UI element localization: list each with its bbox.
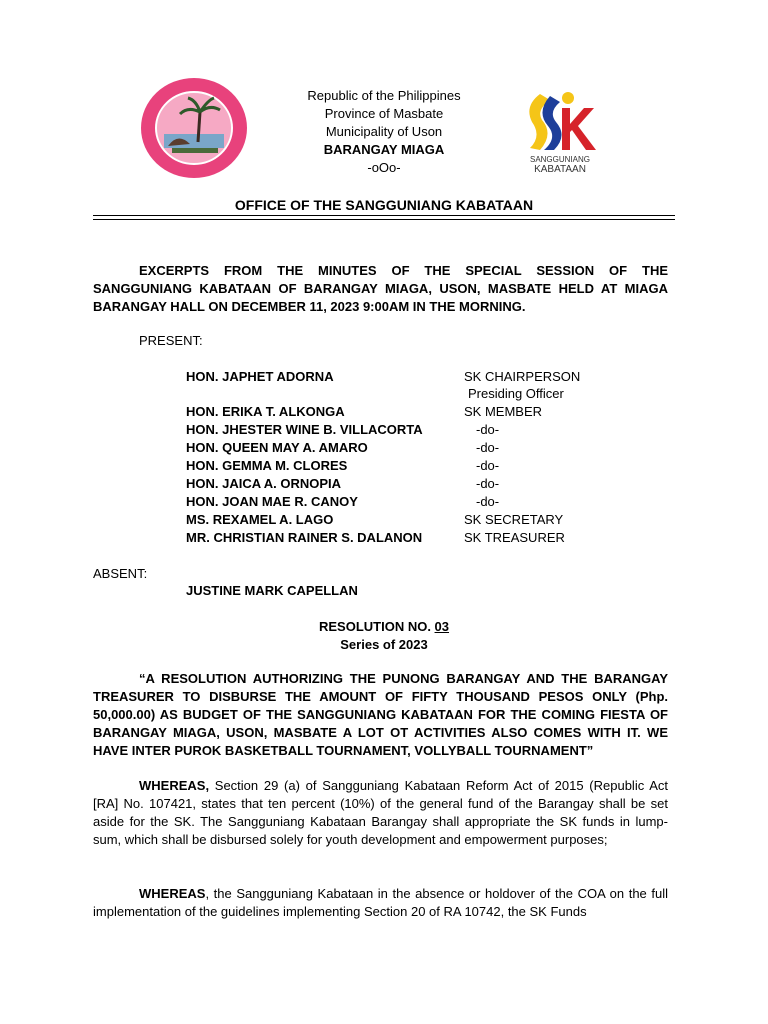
present-member-name: MR. CHRISTIAN RAINER S. DALANON	[186, 530, 423, 545]
republic-line: Republic of the Philippines	[307, 88, 461, 103]
present-member-name: HON. ERIKA T. ALKONGA	[186, 404, 345, 419]
present-member-role-detail: Presiding Officer	[468, 386, 564, 401]
title-rule-top	[93, 215, 675, 216]
present-member-name: HON. JHESTER WINE B. VILLACORTA	[186, 422, 423, 437]
present-member-role: -do-	[476, 440, 500, 455]
office-title: OFFICE OF THE SANGGUNIANG KABATAAN	[234, 197, 534, 213]
present-member-name: HON. JAPHET ADORNA	[186, 369, 334, 384]
present-member-role: -do-	[476, 494, 500, 509]
resolution-number: RESOLUTION NO. 03	[318, 619, 450, 634]
municipality-line: Municipality of Uson	[325, 124, 443, 139]
resolution-number-value: 03	[434, 619, 450, 634]
logo-line2: KABATAAN	[534, 164, 586, 175]
whereas-clause-2: WHEREAS, the Sangguniang Kabataan in the absence or holdover of the COA on the full implementation of the guidelines implementing Section 20 of RA 10742, the SK Funds	[93, 886, 668, 919]
present-member-role: -do-	[476, 422, 500, 437]
present-member-role: -do-	[476, 458, 500, 473]
present-member-role: SK MEMBER	[464, 404, 543, 419]
present-label: PRESENT:	[139, 333, 203, 348]
resolution-title: “A RESOLUTION AUTHORIZING THE PUNONG BARANGAY AND THE BARANGAY TREASURER TO DISBURSE THE AMOUNT OF FIFTY THOUSAND PESOS ONLY (Php. 50,000.00) AS BUDGET OF THE SANGGUNIANG KABATAAN FOR THE COMING FIESTA OF BARANGAY MIAGA, USON, MASBATE A LOT OT ACTIVITIES ALSO COMES WITH IT. WE HAVE INTER PUROK BASKETBALL TOURNAMENT, VOLLYBALL TOURNAMENT”	[93, 671, 668, 758]
present-member-name: HON. QUEEN MAY A. AMARO	[186, 440, 368, 455]
ornament-line: -oOo-	[367, 160, 401, 175]
absent-name: JUSTINE MARK CAPELLAN	[186, 583, 358, 598]
logo-line1: SANGGUNIANG	[529, 155, 590, 164]
title-rule-bottom	[93, 219, 675, 220]
present-member-role: SK SECRETARY	[464, 512, 564, 527]
present-member-role: SK TREASURER	[464, 530, 565, 545]
sangguniang-kabataan-logo	[510, 78, 610, 178]
present-member-name: MS. REXAMEL A. LAGO	[186, 512, 334, 527]
absent-label: ABSENT:	[93, 566, 148, 581]
present-member-name: HON. JAICA A. ORNOPIA	[186, 476, 342, 491]
present-member-name: HON. JOAN MAE R. CANOY	[186, 494, 358, 509]
present-member-role: SK CHAIRPERSON	[464, 369, 581, 384]
present-member-name: HON. GEMMA M. CLORES	[186, 458, 348, 473]
province-line: Province of Masbate	[324, 106, 444, 121]
whereas-clause-1: WHEREAS, Section 29 (a) of Sangguniang Kabataan Reform Act of 2015 (Republic Act [RA] No. 107421, states that ten percent (10%) of the general fund of the Barangay shall be set aside for the SK. The Sangguniang Kabataan Barangay shall appropriate the SK funds in lump-sum, which shall be disbursed solely for youth development and empowerment purposes;	[93, 778, 668, 847]
barangay-line: BARANGAY MIAGA	[323, 142, 445, 157]
resolution-series: Series of 2023	[340, 637, 428, 652]
minutes-intro: EXCERPTS FROM THE MINUTES OF THE SPECIAL SESSION OF THE SANGGUNIANG KABATAAN OF BARANGAY MIAGA, USON, MASBATE HELD AT MIAGA BARANGAY HALL ON DECEMBER 11, 2023 9:00AM IN THE MORNING.	[93, 263, 668, 314]
present-member-role: -do-	[476, 476, 500, 491]
